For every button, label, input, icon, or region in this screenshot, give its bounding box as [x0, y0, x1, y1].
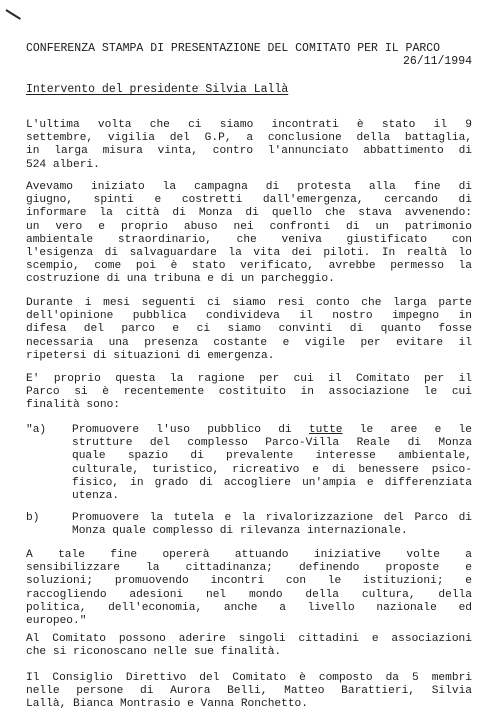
- list-item-line: Promuovere la tutela e la rivalorizzazione del Parco di: [72, 512, 472, 524]
- paragraph-line: un vero e proprio abuso nei confronti di un patrimonio: [26, 220, 472, 233]
- pen-mark: [5, 9, 20, 20]
- paragraph-line: Avevamo iniziato la campagna di protesta alla fine di: [26, 181, 472, 193]
- paragraph-line: raccogliendo adesioni nel mondo della cultura, della: [26, 588, 472, 601]
- paragraph-line: scempio, come poi è stato verificato, avrebbe permesso la: [26, 260, 472, 273]
- list-item-text: le aree e le: [342, 424, 472, 436]
- paragraph-line: l'esigenza di salvaguardare la vita dei piloti. In realtà lo: [26, 247, 472, 260]
- paragraph-line: necessaria una presenza costante e vigile per evitare il: [26, 336, 472, 349]
- underlined-word: tutte: [308, 424, 343, 436]
- paragraph-7: [26, 672, 472, 712]
- list-item-line: fisico, in grado di accogliere un'ampia e differenziata: [72, 476, 472, 489]
- paragraph-line: soluzioni; promuovendo incontri con le istituzioni; e: [26, 575, 472, 588]
- paragraph-line: Al Comitato possono aderire singoli cittadini e associazioni: [26, 633, 472, 645]
- list-item-line: quale spazio di prevalente interesse ambientale,: [72, 450, 472, 463]
- paragraph-line: Durante i mesi seguenti ci siamo resi conto che larga parte: [26, 297, 472, 309]
- list-marker: "a): [26, 424, 47, 436]
- list-item-text: Promuovere l'uso pubblico di: [72, 424, 309, 436]
- list-item-line: [72, 424, 472, 437]
- list-item-line: utenza.: [72, 490, 119, 503]
- paragraph-line: difesa del parco e ci siamo convinti di quanto fosse: [26, 323, 472, 336]
- list-item-line: culturale, turistico, ricreativo e di benessere psico-: [72, 463, 472, 476]
- paragraph-line: in larga misura vinta, contro l'annunciato abbattimento di: [26, 145, 472, 158]
- paragraph-line: ripetersi di situazioni di emergenza.: [26, 349, 275, 362]
- document-date: 26/11/1994: [402, 55, 472, 68]
- paragraph-line: Il Consiglio Direttivo del Comitato è composto da 5 membri: [26, 672, 472, 684]
- paragraph-line: informare la città di Monza di quello che stava avvenendo:: [26, 207, 472, 220]
- paragraph-line: giugno, spinti e costretti dall'emergenza, cercando di: [26, 194, 472, 207]
- paragraph-line: Parco si è recentemente costituito in associazione le cui: [26, 386, 472, 399]
- paragraph-line: costruzione di una tribuna e di un parcheggio.: [26, 273, 335, 286]
- list-item-line: Monza quale complesso di rilevanza internazionale.: [72, 525, 408, 538]
- paragraph-line: finalità sono:: [26, 399, 120, 412]
- paragraph-2: [26, 181, 472, 287]
- paragraph-line: E' proprio questa la ragione per cui il Comitato per il: [26, 373, 472, 385]
- paragraph-line: dell'opinione pubblica condivideva il nostro impegno in: [26, 310, 472, 323]
- paragraph-line: che si riconoscano nelle sue finalità.: [26, 646, 282, 659]
- paragraph-line: politica, dell'economia, anche a livello nazionale ed: [26, 601, 472, 614]
- list-marker: b): [26, 512, 40, 524]
- document-title: CONFERENZA STAMPA DI PRESENTAZIONE DEL COMITATO PER IL PARCO: [26, 42, 441, 55]
- paragraph-line: settembre, vigilia del G.P, a conclusione della battaglia,: [26, 132, 472, 145]
- paragraph-line: sensibilizzare la cittadinanza; definendo proposte e: [26, 562, 472, 575]
- paragraph-6: [26, 633, 472, 659]
- paragraph-line: Lallà, Bianca Montrasio e Vanna Ronchetto.: [26, 698, 308, 711]
- list-item-line: strutture del complesso Parco-Villa Reale di Monza: [72, 437, 472, 450]
- paragraph-line: L'ultima volta che ci siamo incontrati è stato il 9: [26, 119, 472, 131]
- paragraph-line: europeo.": [26, 615, 87, 628]
- paragraph-line: ambientale straordinario, che veniva giustificato con: [26, 233, 472, 246]
- paragraph-3: [26, 297, 472, 363]
- paragraph-line: 524 alberi.: [26, 158, 100, 171]
- paragraph-5: [26, 549, 472, 628]
- speaker-heading: Intervento del presidente Silvia Lallà: [26, 83, 289, 96]
- paragraph-line: nelle persone di Aurora Belli, Matteo Barattieri, Silvia: [26, 685, 472, 698]
- paragraph-1: [26, 119, 472, 172]
- paragraph-4: [26, 373, 472, 413]
- paragraph-line: A tale fine opererà attuando iniziative volte a: [26, 549, 472, 561]
